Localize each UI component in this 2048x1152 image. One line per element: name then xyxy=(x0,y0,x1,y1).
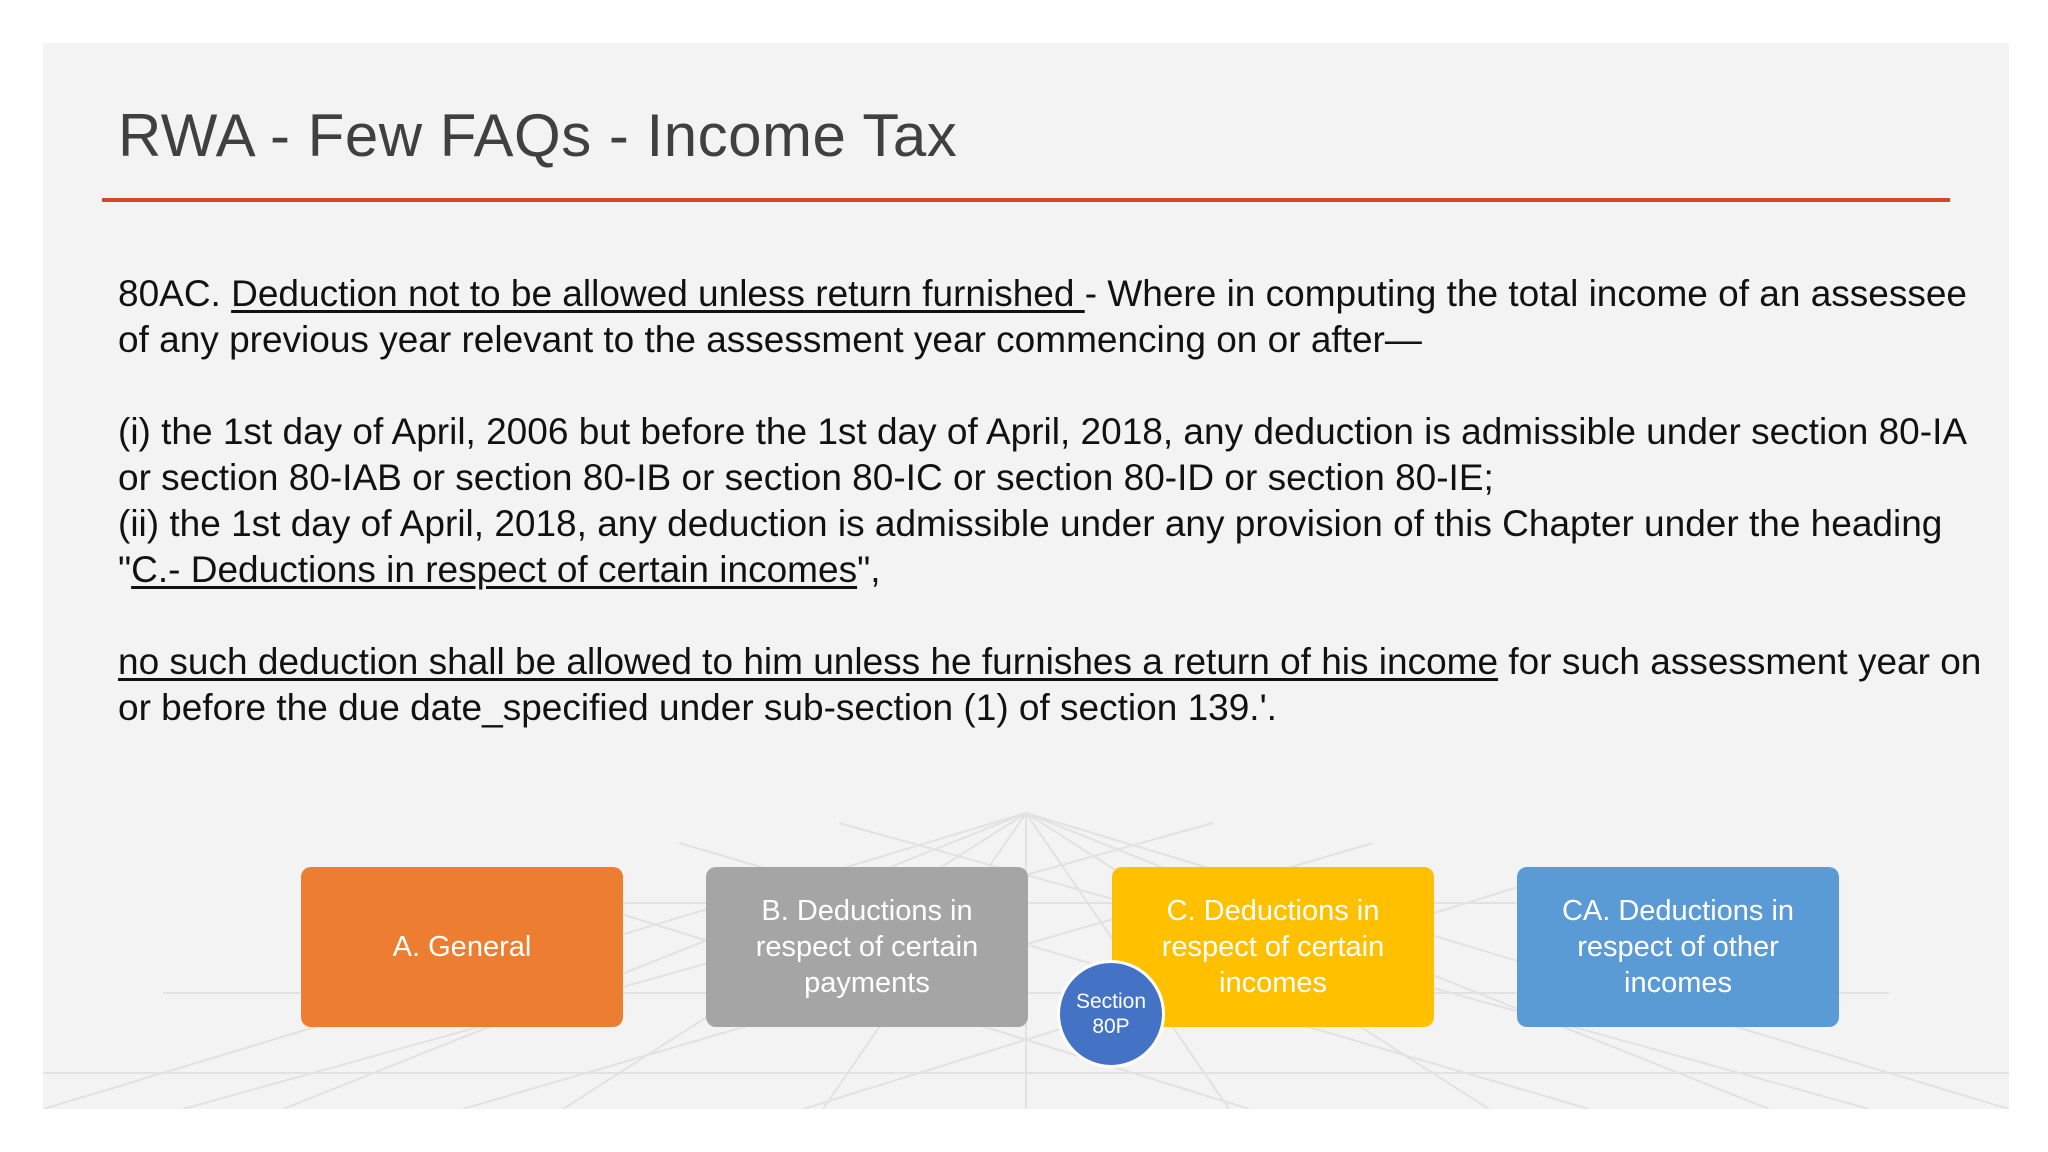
clause-ii xyxy=(118,501,1988,593)
chapter-box-a-general: A. General xyxy=(301,867,623,1027)
clause-ii-heading: C.- Deductions in respect of certain incomes xyxy=(131,549,858,590)
conclusion-text: for such assessment year on or before the due date xyxy=(118,641,1982,728)
clause-ii-suffix: ", xyxy=(857,549,881,590)
intro-text: - Where in computing the total income of an assessee of any previous year relevant to the assessment year commencing on or after— xyxy=(118,273,1968,360)
section-id: 80AC. xyxy=(118,273,221,314)
conclusion-end: specified under sub-section (1) of section 139.'. xyxy=(502,687,1277,728)
chapter-box-c-incomes: C. Deductions in respect of certain incomes xyxy=(1112,867,1434,1027)
clause-ii-prefix: (ii) the 1st day of April, 2018, any deduction is admissible under any provision of this Chapter under the heading " xyxy=(118,503,1943,590)
section-text-body xyxy=(118,271,1988,731)
paragraph-gap xyxy=(118,593,1988,639)
slide xyxy=(43,43,2009,1109)
conclusion-paragraph xyxy=(118,639,1988,731)
conclusion-underlined: no such deduction shall be allowed to him unless he furnishes a return of his income xyxy=(118,641,1499,682)
section-80p-badge: Section 80P xyxy=(1057,960,1165,1068)
clause-i: (i) the 1st day of April, 2006 but before the 1st day of April, 2018, any deduction is admissible under section 80-IA or section 80-IAB or section 80-IB or section 80-IC or section 80-ID or section 80-IE; xyxy=(118,411,1966,498)
section-heading: Deduction not to be allowed unless return furnished xyxy=(231,273,1085,314)
slide-title: RWA - Few FAQs - Income Tax xyxy=(118,102,958,169)
paragraph-gap xyxy=(118,363,1988,409)
intro-paragraph xyxy=(118,271,1988,363)
conclusion-underscore: _ xyxy=(482,687,503,728)
chapter-box-b-payments: B. Deductions in respect of certain payments xyxy=(706,867,1028,1027)
chapter-box-ca-other-incomes: CA. Deductions in respect of other incomes xyxy=(1517,867,1839,1027)
title-underline-rule xyxy=(102,198,1950,202)
